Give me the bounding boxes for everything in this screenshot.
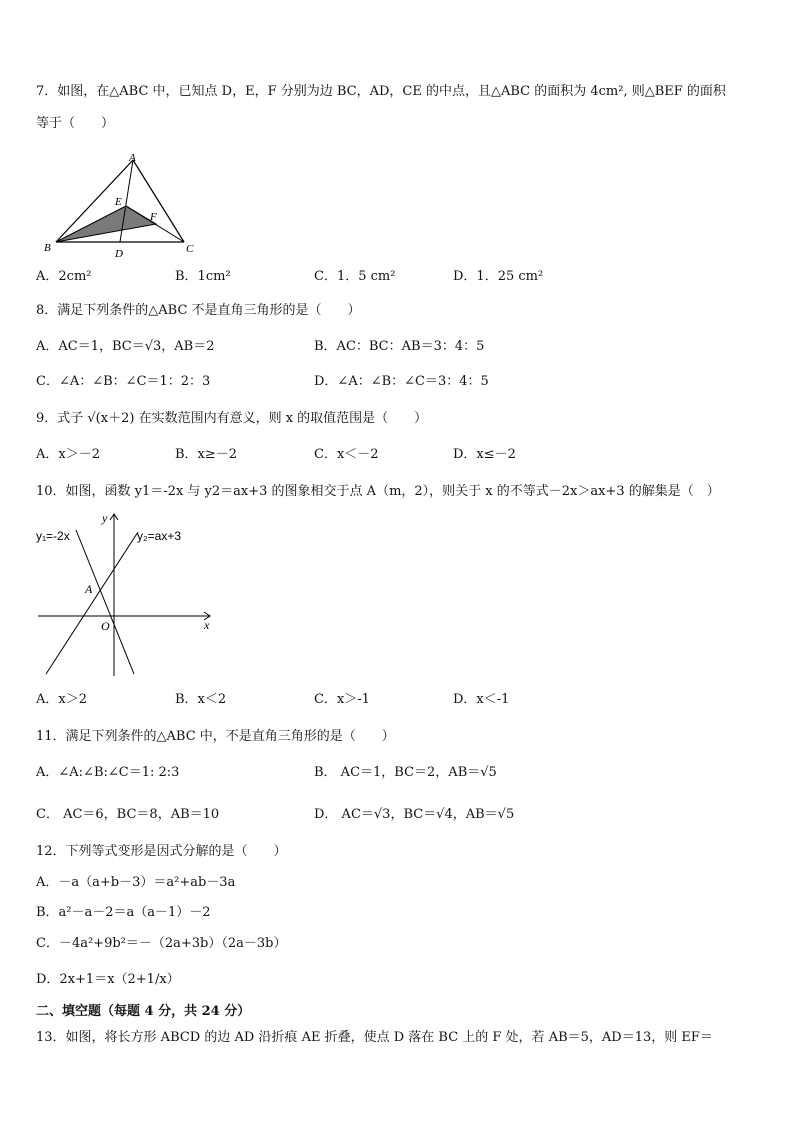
q10-label-y2: y₂=ax+3 — [137, 529, 182, 543]
q11-stem: 11．满足下列条件的△ABC 中，不是直角三角形的是（ ） — [36, 729, 395, 744]
q7-label-c: C — [186, 243, 194, 255]
q7-label-f: F — [150, 211, 157, 223]
q10-option-b: B．x＜2 — [175, 692, 227, 707]
q12-option-a: A．－a（a+b－3）＝a²+ab－3a — [36, 875, 236, 890]
q7-label-b: B — [44, 242, 51, 254]
q10-label-point-a: A — [85, 582, 93, 596]
q12-option-b: B．a²－a－2＝a（a－1）－2 — [36, 905, 211, 920]
q10-line-y2 — [46, 532, 138, 674]
q7-stem-line2: 等于（ ） — [36, 116, 115, 131]
q8-stem: 8．满足下列条件的△ABC 不是直角三角形的是（ ） — [36, 303, 361, 318]
q10-option-d: D．x＜-1 — [453, 692, 510, 707]
q10-label-x-axis: x — [204, 618, 210, 632]
q9-option-a: A．x＞－2 — [36, 447, 100, 462]
q11-option-c: C． AC＝6，BC＝8，AB＝10 — [36, 807, 220, 822]
q9-option-c: C．x＜－2 — [314, 447, 379, 462]
q10-stem: 10．如图，函数 y1＝-2x 与 y2＝ax+3 的图象相交于点 A（m，2），则关于 x 的不等式－2x＞ax+3 的解集是（ ） — [36, 484, 720, 499]
q7-triangle-figure — [38, 150, 208, 262]
q7-stem-line1: 7．如图，在△ABC 中，已知点 D，E，F 分别为边 BC，AD，CE 的中点，且△ABC 的面积为 4cm², 则△BEF 的面积 — [36, 84, 726, 99]
q10-label-y-axis: y — [102, 511, 108, 525]
q10-option-c: C．x＞-1 — [314, 692, 370, 707]
q11-option-a: A．∠A:∠B:∠C＝1: 2:3 — [36, 765, 180, 780]
q7-option-c: C．1．5 cm² — [314, 269, 396, 284]
q8-option-d: D．∠A：∠B：∠C＝3：4：5 — [314, 374, 489, 389]
q7-label-e: E — [115, 196, 122, 208]
q8-option-a: A．AC＝1，BC＝√3，AB＝2 — [36, 339, 215, 354]
q7-option-b: B．1cm² — [175, 269, 231, 284]
q8-option-c: C．∠A：∠B：∠C＝1：2：3 — [36, 374, 211, 389]
q10-function-graph — [34, 508, 220, 680]
q11-option-d: D． AC＝√3，BC＝√4，AB＝√5 — [314, 807, 515, 822]
q12-stem: 12．下列等式变形是因式分解的是（ ） — [36, 844, 287, 859]
q12-option-d: D．2x+1＝x（2+1/x） — [36, 972, 180, 987]
q9-option-d: D．x≤－2 — [453, 447, 516, 462]
q10-option-a: A．x＞2 — [36, 692, 87, 707]
q9-stem: 9．式子 √(x＋2) 在实数范围内有意义，则 x 的取值范围是（ ） — [36, 411, 428, 426]
q8-option-b: B．AC：BC：AB＝3：4：5 — [314, 339, 485, 354]
q7-option-a: A．2cm² — [36, 269, 92, 284]
q7-label-a: A — [129, 152, 136, 164]
q10-label-origin: O — [101, 619, 110, 633]
q7-label-d: D — [115, 248, 123, 260]
q7-shaded-triangle-bef — [56, 206, 156, 242]
q7-option-d: D．1．25 cm² — [453, 269, 544, 284]
section-title-fill-in: 二、填空题（每题 4 分，共 24 分） — [36, 1004, 251, 1019]
q12-option-c: C．－4a²+9b²＝－（2a+3b）（2a－3b） — [36, 936, 287, 951]
q13-stem: 13．如图，将长方形 ABCD 的边 AD 沿折痕 AE 折叠，使点 D 落在 BC 上的 F 处，若 AB＝5，AD＝13，则 EF＝ — [36, 1030, 713, 1045]
q11-option-b: B． AC＝1，BC＝2，AB＝√5 — [314, 765, 497, 780]
q10-label-y1: y₁=-2x — [36, 529, 70, 543]
q9-option-b: B．x≥－2 — [175, 447, 238, 462]
